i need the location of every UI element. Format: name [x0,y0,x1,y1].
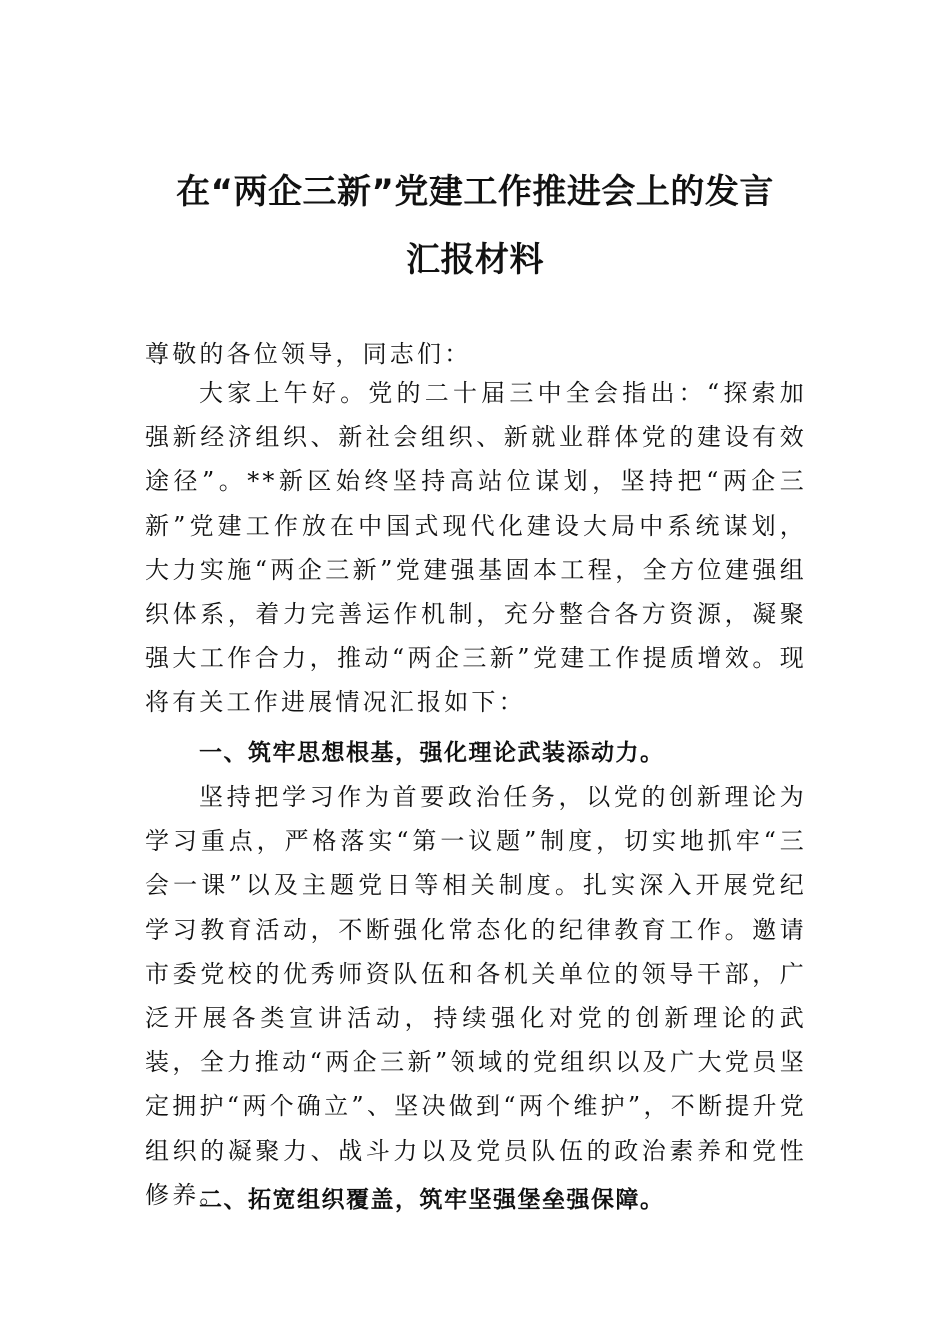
intro-paragraph: 大家上午好。党的二十届三中全会指出：“探索加强新经济组织、新社会组织、新就业群体党的建设有效途径”。**新区始终坚持高站位谋划，坚持把“两企三新”党建工作放在中国式现代化建设大局中系统谋划，大力实施“两企三新”党建强基固本工程，全方位建强组织体系，着力完善运作机制，充分整合各方资源，凝聚强大工作合力，推动“两企三新”党建工作提质增效。现将有关工作进展情况汇报如下： [145,379,807,717]
document-title-line-2: 汇报材料 [406,240,544,280]
section-heading-2: 二、拓宽组织覆盖，筑牢坚强堡垒强保障。 [199,1187,665,1213]
section-heading-1: 一、筑牢思想根基，强化理论武装添动力。 [199,740,665,766]
salutation: 尊敬的各位领导，同志们： [145,340,472,368]
document-title-line-1: 在“两企三新”党建工作推进会上的发言 [176,172,774,212]
section-1-paragraph: 坚持把学习作为首要政治任务，以党的创新理论为学习重点，严格落实“第一议题”制度，切实地抓牢“三会一课”以及主题党日等相关制度。扎实深入开展党纪学习教育活动，不断强化常态化的纪律教育工作。邀请市委党校的优秀师资队伍和各机关单位的领导干部，广泛开展各类宣讲活动，持续强化对党的创新理论的武装，全力推动“两企三新”领域的党组织以及广大党员坚定拥护“两个确立”、坚决做到“两个维护”，不断提升党组织的凝聚力、战斗力以及党员队伍的政治素养和党性修养。 [145,783,807,1209]
